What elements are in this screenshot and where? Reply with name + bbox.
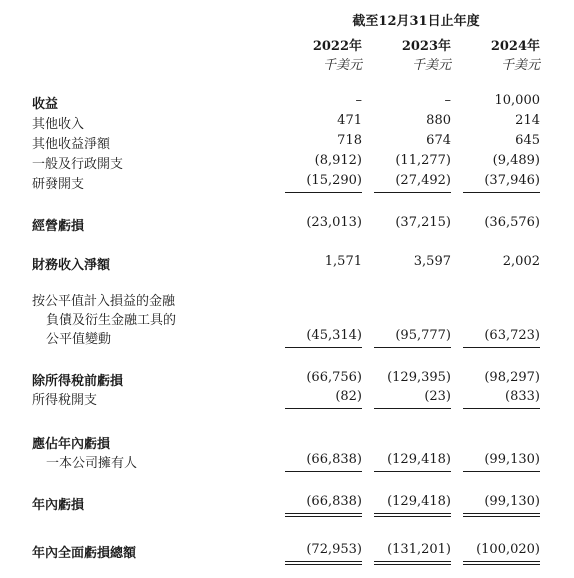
cell-loss-for-year-2022: (66,838) <box>306 494 362 509</box>
row-label-finance-income: 財務收入淨額 <box>32 258 111 273</box>
cell-owners-2023: (129,418) <box>387 452 451 467</box>
unit-header-2024: 千美元 <box>500 58 540 73</box>
cell-loss-before-tax-2024: (98,297) <box>484 370 540 385</box>
row-label-rd-expenses: 研發開支 <box>32 177 85 192</box>
cell-income-tax-2023: (23) <box>424 389 451 404</box>
row-label-loss-attributable: 應佔年內虧損 <box>32 437 111 452</box>
subtotal-rule <box>285 347 362 348</box>
cell-total-comprehensive-loss-2023: (131,201) <box>387 542 451 557</box>
row-label-income-tax: 所得稅開支 <box>32 393 98 408</box>
subtotal-rule <box>374 347 451 348</box>
subtotal-rule <box>285 408 362 409</box>
row-label-fair-value-line3: 公平值變動 <box>46 332 112 347</box>
cell-finance-income-2023: 3,597 <box>413 254 451 269</box>
year-header-2022: 2022年 <box>312 39 362 54</box>
row-label-loss-before-tax: 除所得稅前虧損 <box>32 374 124 389</box>
cell-loss-for-year-2024: (99,130) <box>484 494 540 509</box>
cell-loss-before-tax-2023: (129,395) <box>387 370 451 385</box>
total-double-rule <box>374 561 451 565</box>
total-double-rule <box>285 513 362 517</box>
cell-total-comprehensive-loss-2022: (72,953) <box>306 542 362 557</box>
cell-operating-loss-2023: (37,215) <box>395 215 451 230</box>
cell-total-comprehensive-loss-2024: (100,020) <box>476 542 540 557</box>
subtotal-rule <box>463 192 540 193</box>
cell-income-tax-2024: (833) <box>505 389 540 404</box>
cell-other-gains-2022: 718 <box>337 133 362 148</box>
row-label-fair-value-line1: 按公平值計入損益的金融 <box>32 294 176 309</box>
subtotal-rule <box>374 192 451 193</box>
subtotal-rule <box>463 408 540 409</box>
year-header-2024: 2024年 <box>490 39 540 54</box>
cell-revenue-2024: 10,000 <box>494 93 540 108</box>
cell-operating-loss-2022: (23,013) <box>306 215 362 230</box>
row-label-fair-value-line2: 負債及衍生金融工具的 <box>46 313 177 328</box>
row-label-other-income: 其他收入 <box>32 117 85 132</box>
row-label-total-comprehensive-loss: 年內全面虧損總額 <box>32 546 137 561</box>
cell-finance-income-2022: 1,571 <box>324 254 362 269</box>
cell-other-income-2022: 471 <box>337 113 362 128</box>
row-label-admin-expenses: 一般及行政開支 <box>32 157 124 172</box>
row-label-operating-loss: 經營虧損 <box>32 219 85 234</box>
subtotal-rule <box>285 471 362 472</box>
period-header: 截至12月31日止年度 <box>352 14 480 29</box>
cell-owners-2024: (99,130) <box>484 452 540 467</box>
total-double-rule <box>285 561 362 565</box>
cell-other-gains-2024: 645 <box>515 133 540 148</box>
cell-income-tax-2022: (82) <box>335 389 362 404</box>
cell-admin-expenses-2023: (11,277) <box>395 153 451 168</box>
cell-other-gains-2023: 674 <box>426 133 451 148</box>
subtotal-rule <box>285 192 362 193</box>
subtotal-rule <box>374 408 451 409</box>
cell-admin-expenses-2024: (9,489) <box>492 153 540 168</box>
cell-admin-expenses-2022: (8,912) <box>314 153 362 168</box>
subtotal-rule <box>374 471 451 472</box>
cell-other-income-2024: 214 <box>515 113 540 128</box>
cell-fair-value-2022: (45,314) <box>306 328 362 343</box>
cell-other-income-2023: 880 <box>426 113 451 128</box>
cell-owners-2022: (66,838) <box>306 452 362 467</box>
row-label-owners: 一本公司擁有人 <box>46 456 138 471</box>
row-label-loss-for-year: 年內虧損 <box>32 498 85 513</box>
subtotal-rule <box>463 471 540 472</box>
row-label-revenue: 收益 <box>32 97 59 112</box>
row-label-other-gains: 其他收益淨額 <box>32 137 111 152</box>
cell-fair-value-2024: (63,723) <box>484 328 540 343</box>
cell-rd-expenses-2023: (27,492) <box>395 173 451 188</box>
total-double-rule <box>463 561 540 565</box>
subtotal-rule <box>463 347 540 348</box>
cell-loss-for-year-2023: (129,418) <box>387 494 451 509</box>
unit-header-2022: 千美元 <box>322 58 362 73</box>
cell-revenue-2023: – <box>444 93 451 108</box>
cell-fair-value-2023: (95,777) <box>395 328 451 343</box>
year-header-2023: 2023年 <box>401 39 451 54</box>
cell-loss-before-tax-2022: (66,756) <box>306 370 362 385</box>
unit-header-2023: 千美元 <box>411 58 451 73</box>
cell-finance-income-2024: 2,002 <box>502 254 540 269</box>
total-double-rule <box>374 513 451 517</box>
cell-rd-expenses-2022: (15,290) <box>306 173 362 188</box>
cell-operating-loss-2024: (36,576) <box>484 215 540 230</box>
total-double-rule <box>463 513 540 517</box>
cell-rd-expenses-2024: (37,946) <box>484 173 540 188</box>
cell-revenue-2022: – <box>355 93 362 108</box>
